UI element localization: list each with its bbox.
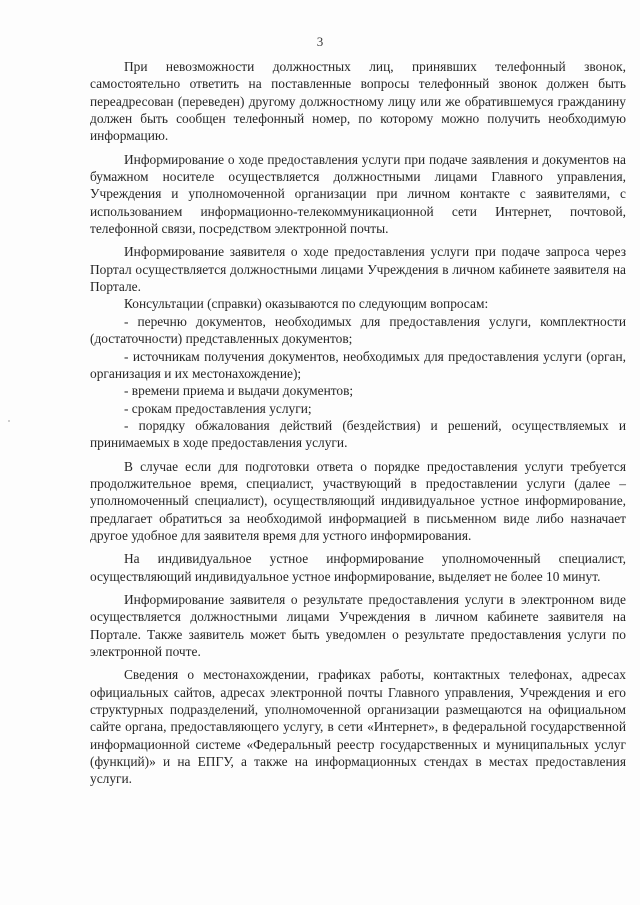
scan-speck [8,420,10,422]
paragraph-paper-informing: Информирование о ходе предоставления услуги при подаче заявления и документов на бумажном носителе осуществляется должностными лицами Главного управления, Учреждения и уполномоченной организации при личном контакте с заявителями, с использованием информационно-телекоммуникационной сети Интернет, почтовой, телефонной связи, посредством электронной почты. [90,151,626,237]
list-item: - срокам предоставления услуги; [124,400,312,416]
paragraph-long-answer: В случае если для подготовки ответа о порядке предоставления услуги требуется продолжительное время, специалист, участвующий в предоставлении услуги (далее – уполномоченный специалист), осуществляющий индивидуальное устное информирование, предлагает обратиться за необходимой информацией в письменном виде либо назначает другое удобное для заявителя время для устного информирования. [90,458,626,543]
list-item: - перечню документов, необходимых для предоставления услуги, комплектности (достаточности) представленных документов; [90,313,626,347]
list-item: - времени приема и выдачи документов; [124,383,354,399]
paragraph-contact-info: Сведения о местонахождении, графиках работы, контактных телефонах, адресах официальных сайтов, адресах электронной почты Главного управления, Учреждения и его структурных подразделений, уполномоченной организации размещаются на официальном сайте органа, предоставляющего услугу, в сети «Интернет», в федеральной государственной информационной системе «Федеральный реестр государственных и муниципальных услуг (функций)» и на ЕПГУ, а также на информационных стендах в местах предоставления услуги. [90,667,626,787]
paragraph-time-limit: На индивидуальное устное информирование уполномоченный специалист, осуществляющий индивидуальное устное информирование, выделяет не более 10 минут. [90,551,626,584]
list-item: - источникам получения документов, необходимых для предоставления услуги (орган, организация и их местонахождение); [90,348,626,381]
paragraph-portal-informing: Информирование заявителя о ходе предоставления услуги при подаче запроса через Портал осуществляется должностными лицами Учреждения в личном кабинете заявителя на Портале. [90,244,626,295]
document-body [90,58,626,788]
paragraph-phone-redirect: При невозможности должностных лиц, принявших телефонный звонок, самостоятельно ответить на поставленные вопросы телефонный звонок должен быть переадресован (переведен) другому должностному лицу или же обратившемуся гражданину должен быть сообщен телефонный номер, по которому можно получить необходимую информацию. [90,59,626,144]
page-number: 3 [316,34,324,49]
consultation-topics-list [90,313,626,452]
paragraph-consultations-intro: Консультации (справки) оказываются по следующим вопросам: [124,296,489,312]
list-item: - порядку обжалования действий (бездействия) и решений, осуществляемых и принимаемых в ходе предоставления услуги. [90,417,626,451]
paragraph-electronic-result: Информирование заявителя о результате предоставления услуги в электронном виде осуществляется должностными лицами Учреждения в личном кабинете заявителя на Портале. Также заявитель может быть уведомлен о результате предоставления услуги по электронной почте. [90,591,626,659]
